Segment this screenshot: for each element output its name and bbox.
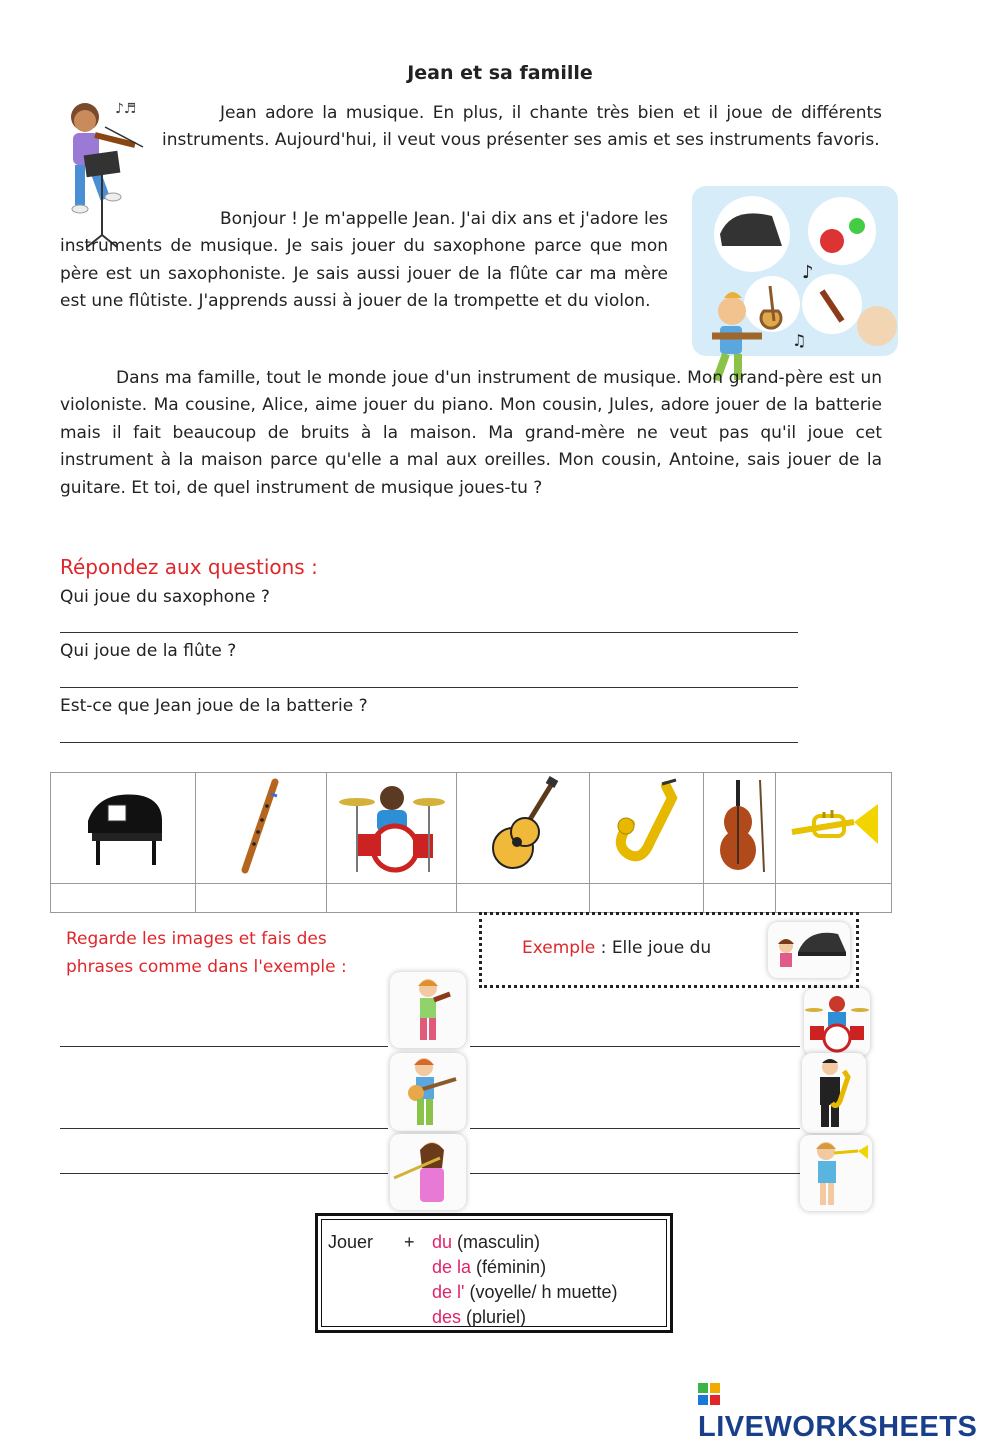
question-2: Qui joue de la flûte ? bbox=[60, 641, 237, 661]
trumpet-icon bbox=[784, 786, 884, 866]
answer-line-1[interactable] bbox=[60, 632, 798, 633]
question-3: Est-ce que Jean joue de la batterie ? bbox=[60, 696, 368, 716]
violin-icon bbox=[710, 776, 770, 876]
grammar-gloss-3: (voyelle/ h muette) bbox=[464, 1282, 618, 1302]
saxophone-icon bbox=[606, 776, 686, 876]
boy-guitar-thumb bbox=[390, 1053, 466, 1131]
brand-name: LIVEWORKSHEETS bbox=[698, 1411, 978, 1443]
girl-violin-thumb bbox=[390, 972, 466, 1048]
sentence-line-2[interactable] bbox=[470, 1046, 800, 1047]
piano-icon bbox=[78, 781, 168, 871]
questions-heading: Répondez aux questions : bbox=[60, 555, 318, 579]
flute-icon bbox=[231, 776, 291, 876]
example-label: Exemple bbox=[522, 938, 596, 958]
flute-cell bbox=[196, 773, 327, 884]
answer-cell-flute[interactable] bbox=[196, 884, 327, 913]
sentence-line-6[interactable] bbox=[470, 1173, 800, 1174]
girl-trumpet-thumb bbox=[800, 1135, 872, 1211]
violin-cell bbox=[703, 773, 776, 884]
answer-line-3[interactable] bbox=[60, 742, 798, 743]
grammar-plus: + bbox=[404, 1232, 415, 1252]
exercise-instruction bbox=[66, 925, 347, 981]
answer-cell-drums[interactable] bbox=[327, 884, 457, 913]
sentence-line-5[interactable] bbox=[60, 1173, 388, 1174]
sentence-line-1[interactable] bbox=[60, 1046, 388, 1047]
grammar-article-2: de la bbox=[432, 1257, 472, 1277]
drums-cell bbox=[327, 773, 457, 884]
drums-icon bbox=[337, 776, 447, 876]
answer-cell-violin[interactable] bbox=[703, 884, 776, 913]
answer-cell-trumpet[interactable] bbox=[776, 884, 892, 913]
saxophone-cell bbox=[589, 773, 703, 884]
sentence-line-4[interactable] bbox=[470, 1128, 800, 1129]
grammar-row-4 bbox=[432, 1305, 526, 1330]
piano-cell bbox=[51, 773, 196, 884]
bonjour-paragraph: Bonjour ! Je m'appelle Jean. J'ai dix ans et j'adore les instruments de musique. Je sais jouer du saxophone parce que mon père est un saxophoniste. Je sais aussi jouer de la flûte car ma mère est une flûtiste. J'apprends aussi à jouer de la trompette et du violon. bbox=[60, 209, 668, 312]
man-saxophone-thumb bbox=[802, 1053, 866, 1133]
family-paragraph: Dans ma famille, tout le monde joue d'un instrument de musique. Mon grand-père est un violoniste. Ma cousine, Alice, aime jouer du piano. Mon cousin, Jules, adore jouer de la batterie mais il fait beaucoup de bruits à la maison. Ma grand-mère ne veut pas qu'il joue cet instrument à la maison parce qu'elle a mal aux oreilles. Mon cousin, Antoine, sais jouer de la guitare. Et toi, de quel instrument de musique joues-tu ? bbox=[60, 368, 882, 498]
guitar-cell bbox=[457, 773, 589, 884]
guitar-icon bbox=[483, 776, 563, 876]
instruments-collage bbox=[692, 186, 898, 384]
instruction-line-2: phrases comme dans l'exemple : bbox=[66, 957, 347, 977]
grammar-box bbox=[315, 1213, 673, 1333]
grammar-gloss-1: (masculin) bbox=[452, 1232, 541, 1252]
page-title: Jean et sa famille bbox=[407, 62, 593, 84]
grammar-article-4: des bbox=[432, 1307, 462, 1327]
question-1: Qui joue du saxophone ? bbox=[60, 587, 270, 607]
example-text bbox=[522, 938, 711, 958]
girl-piano-thumb bbox=[768, 922, 850, 978]
svg-text:♫: ♫ bbox=[792, 331, 807, 350]
grammar-gloss-4: (pluriel) bbox=[461, 1307, 527, 1327]
grammar-gloss-2: (féminin) bbox=[471, 1257, 547, 1277]
example-sentence: : Elle joue du bbox=[595, 938, 712, 958]
answer-cell-saxophone[interactable] bbox=[589, 884, 703, 913]
grammar-row-1 bbox=[432, 1230, 540, 1255]
trumpet-cell bbox=[776, 773, 892, 884]
grammar-article-1: du bbox=[432, 1232, 453, 1252]
liveworksheets-mark-icon bbox=[698, 1383, 720, 1405]
grammar-row-3 bbox=[432, 1280, 618, 1305]
sentence-line-3[interactable] bbox=[60, 1128, 388, 1129]
intro-paragraph: Jean adore la musique. En plus, il chante très bien et il joue de différents instruments. Aujourd'hui, il veut vous présenter ses amis et ses instruments favoris. bbox=[162, 103, 882, 151]
svg-text:♪♬: ♪♬ bbox=[115, 101, 137, 117]
girl-flute-thumb bbox=[390, 1134, 466, 1210]
answer-line-2[interactable] bbox=[60, 687, 798, 688]
instruction-line-1: Regarde les images et fais des bbox=[66, 929, 327, 949]
grammar-row-2 bbox=[432, 1255, 546, 1280]
instruments-table bbox=[50, 772, 892, 913]
grammar-verb: Jouer bbox=[328, 1232, 374, 1252]
liveworksheets-logo bbox=[698, 1378, 1000, 1444]
svg-text:♪: ♪ bbox=[802, 262, 814, 283]
answer-cell-piano[interactable] bbox=[51, 884, 196, 913]
answer-cell-guitar[interactable] bbox=[457, 884, 589, 913]
grammar-article-3: de l' bbox=[432, 1282, 465, 1302]
boy-drums-thumb bbox=[804, 988, 870, 1056]
